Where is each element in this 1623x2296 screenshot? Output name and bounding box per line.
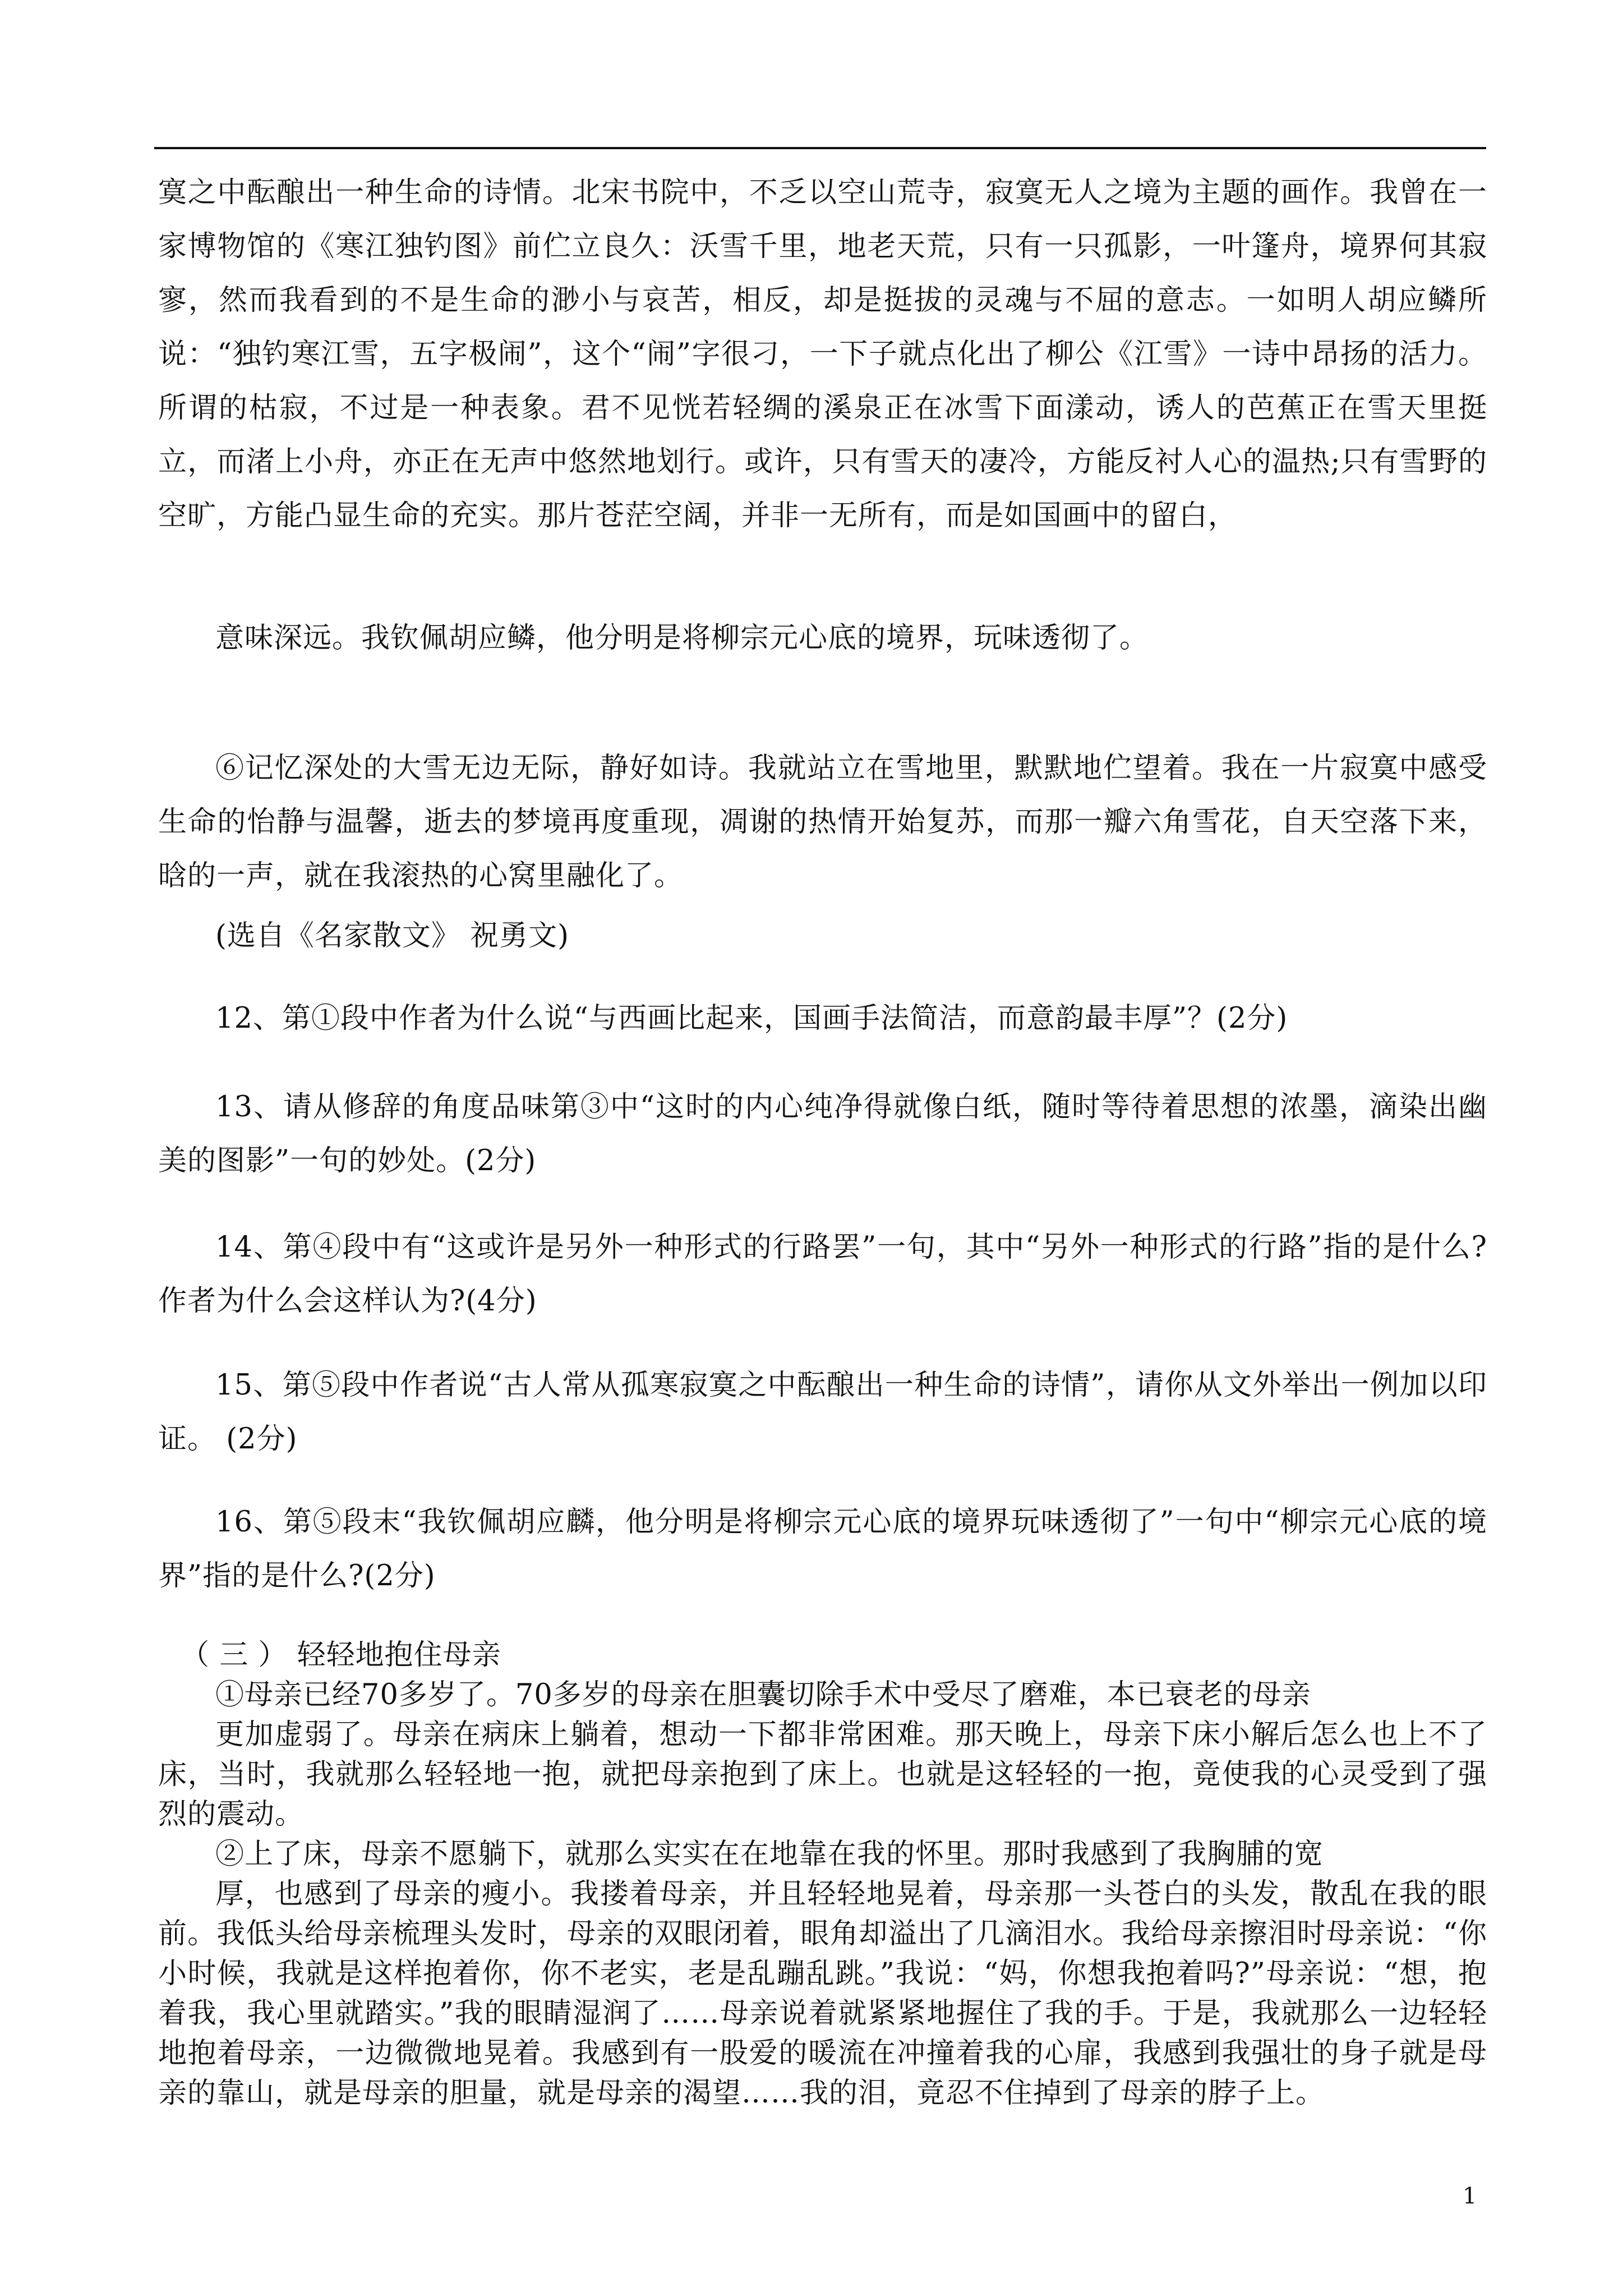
page-number: 1 bbox=[1463, 2183, 1477, 2209]
header-rule bbox=[154, 147, 1486, 149]
question-15: 15、第⑤段中作者说“古人常从孤寒寂寞之中酝酿出一种生命的诗情”，请你从文外举出一例加以印证。 (2分) bbox=[158, 1369, 1487, 1456]
paragraph-5-continued: 寞之中酝酿出一种生命的诗情。北宋书院中，不乏以空山荒寺，寂寞无人之境为主题的画作。我曾在一家博物馆的《寒江独钓图》前伫立良久：沃雪千里，地老天荒，只有一只孤影，一叶篷舟，境界何其寂寥，然而我看到的不是生命的渺小与哀苦，相反，却是挺拔的灵魂与不屈的意志。一如明人胡应鳞所说：“独钓寒江雪，五字极闹”，这个“闹”字很刁，一下子就点化出了柳公《江雪》一诗中昂扬的活力。所谓的枯寂，不过是一种表象。君不见恍若轻绸的溪泉正在冰雪下面漾动，诱人的芭蕉正在雪天里挺立，而渚上小舟，亦正在无声中悠然地划行。或许，只有雪天的凄冷，方能反衬人心的温热;只有雪野的空旷，方能凸显生命的充实。那片苍茫空阔，并非一无所有，而是如国画中的留白， bbox=[158, 176, 1487, 532]
question-16: 16、第⑤段末“我钦佩胡应麟，他分明是将柳宗元心底的境界玩味透彻了”一句中“柳宗元心底的境界”指的是什么?(2分) bbox=[158, 1506, 1487, 1593]
section-3-p1-rest: 更加虚弱了。母亲在病床上躺着，想动一下都非常困难。那天晚上，母亲下床小解后怎么也上不了床，当时，我就那么轻轻地一抱，就把母亲抱到了床上。也就是这轻轻的一抱，竟使我的心灵受到了强烈的震动。 bbox=[158, 1718, 1487, 1831]
section-3-p1-line1: ①母亲已经70多岁了。70多岁的母亲在胆囊切除手术中受尽了磨难，本已衰老的母亲 bbox=[215, 1678, 1311, 1711]
section-3-p2-line1: ②上了床，母亲不愿躺下，就那么实实在在地靠在我的怀里。那时我感到了我胸脯的宽 bbox=[215, 1838, 1324, 1871]
section-3-heading: （ 三 ） 轻轻地抱住母亲 bbox=[181, 1639, 501, 1672]
source-citation: (选自《名家散文》 祝勇文) bbox=[215, 919, 570, 953]
section-3-p2-rest: 厚，也感到了母亲的瘦小。我搂着母亲，并且轻轻地晃着，母亲那一头苍白的头发，散乱在我的眼前。我低头给母亲梳理头发时，母亲的双眼闭着，眼角却溢出了几滴泪水。我给母亲擦泪时母亲说：“你小时候，我就是这样抱着你，你不老实，老是乱蹦乱跳。”我说：“妈，你想我抱着吗?”母亲说：“想，抱着我，我心里就踏实。”我的眼睛湿润了……母亲说着就紧紧地握住了我的手。于是，我就那么一边轻轻地抱着母亲，一边微微地晃着。我感到有一股爱的暖流在冲撞着我的心扉，我感到我强壮的身子就是母亲的靠山，就是母亲的胆量，就是母亲的渴望……我的泪，竟忍不住掉到了母亲的脖子上。 bbox=[158, 1878, 1487, 2110]
question-12: 12、第①段中作者为什么说“与西画比起来，国画手法简洁，而意韵最丰厚”？(2分) bbox=[215, 1002, 1288, 1035]
paragraph-5-end: 意味深远。我钦佩胡应鳞，他分明是将柳宗元心底的境界，玩味透彻了。 bbox=[215, 622, 1149, 655]
question-13: 13、请从修辞的角度品味第③中“这时的内心纯净得就像白纸，随时等待着思想的浓墨，滴染出幽美的图影”一句的妙处。(2分) bbox=[158, 1091, 1487, 1177]
paragraph-6: ⑥记忆深处的大雪无边无际，静好如诗。我就站立在雪地里，默默地伫望着。我在一片寂寞中感受生命的怡静与温馨，逝去的梦境再度重现，凋谢的热情开始复苏，而那一瓣六角雪花，自天空落下来，晗的一声，就在我滚热的心窝里融化了。 bbox=[158, 752, 1487, 892]
question-14: 14、第④段中有“这或许是另外一种形式的行路罢”一句，其中“另外一种形式的行路”指的是什么?作者为什么会这样认为?(4分) bbox=[158, 1231, 1487, 1318]
